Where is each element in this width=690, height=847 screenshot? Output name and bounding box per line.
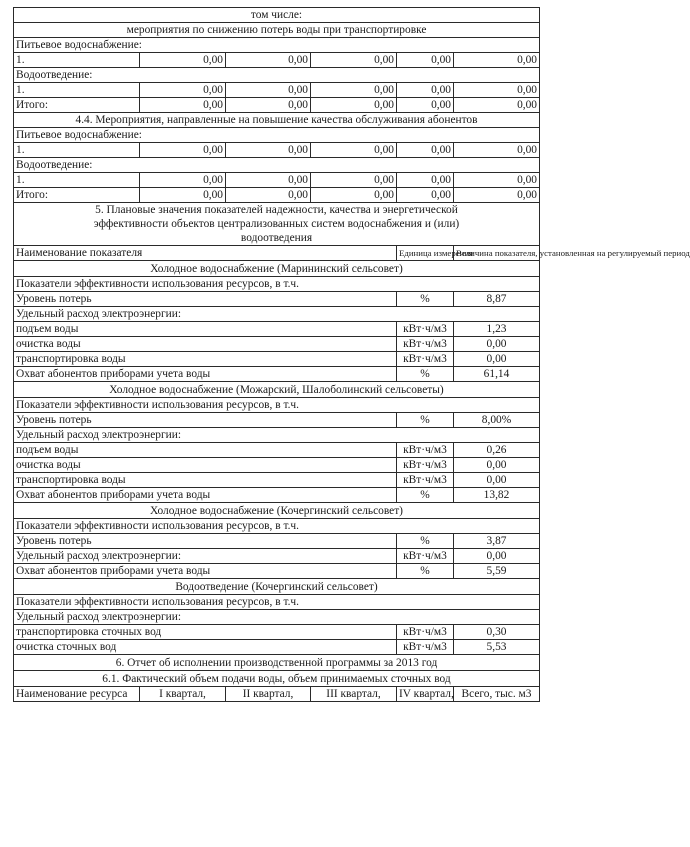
- row-number: 1.: [14, 83, 140, 98]
- value-cell: 13,82: [454, 488, 540, 503]
- section6-title: 6. Отчет об исполнении производственной программы за 2013 год: [14, 655, 540, 671]
- value-cell: 3,87: [454, 534, 540, 549]
- column-header-name: Наименование показателя: [14, 246, 397, 261]
- group-row: [14, 428, 540, 443]
- table-row: [14, 640, 540, 655]
- value-cell: 0,00: [454, 337, 540, 352]
- value-cell: 0,00: [140, 143, 226, 158]
- value-cell: 0,00: [140, 98, 226, 113]
- value-cell: 0,00: [454, 458, 540, 473]
- group-row: [14, 519, 540, 534]
- value-cell: 0,00: [454, 53, 540, 68]
- section-row: [14, 113, 540, 128]
- indicator-name: транспортировка воды: [14, 352, 397, 367]
- section-row: [14, 203, 540, 218]
- unit-cell: кВт·ч/м3: [397, 443, 454, 458]
- unit-cell: кВт·ч/м3: [397, 337, 454, 352]
- value-cell: 0,00: [226, 143, 311, 158]
- unit-cell: кВт·ч/м3: [397, 352, 454, 367]
- section-row: [14, 217, 540, 231]
- column-header-q2: II квартал,: [226, 687, 311, 702]
- group-label: Водоотведение:: [14, 158, 540, 173]
- table-row: [14, 488, 540, 503]
- value-cell: 0,00: [311, 173, 397, 188]
- value-cell: 0,00: [226, 98, 311, 113]
- group-row: [14, 68, 540, 83]
- group-row: [14, 398, 540, 413]
- value-cell: 0,26: [454, 443, 540, 458]
- section5-title-line3: водоотведения: [14, 231, 540, 246]
- section-title: 4.4. Мероприятия, направленные на повышение качества обслуживания абонентов: [14, 113, 540, 128]
- value-cell: 0,00: [311, 83, 397, 98]
- group-row: [14, 128, 540, 143]
- group-label: Питьевое водоснабжение:: [14, 128, 540, 143]
- group-row: [14, 277, 540, 292]
- section5-title-line1: 5. Плановые значения показателей надежности, качества и энергетической: [14, 203, 540, 218]
- value-cell: 8,00%: [454, 413, 540, 428]
- value-cell: 0,00: [140, 83, 226, 98]
- table-row: [14, 473, 540, 488]
- table-row: [14, 143, 540, 158]
- column-header-unit: Единица измерения: [397, 246, 454, 261]
- value-cell: 0,00: [454, 352, 540, 367]
- group-row: [14, 595, 540, 610]
- value-cell: 0,00: [226, 53, 311, 68]
- table-row: [14, 413, 540, 428]
- row-number: 1.: [14, 143, 140, 158]
- value-cell: 0,00: [226, 188, 311, 203]
- indicator-name: Уровень потерь: [14, 534, 397, 549]
- block-title: Холодное водоснабжение (Марининский сельсовет): [14, 261, 540, 277]
- section-row: [14, 382, 540, 398]
- value-cell: 0,00: [454, 83, 540, 98]
- section-row: [14, 231, 540, 246]
- value-cell: 0,00: [454, 549, 540, 564]
- group-label: Удельный расход электроэнергии:: [14, 428, 540, 443]
- table-row: [14, 53, 540, 68]
- group-label: Показатели эффективности использования ресурсов, в т.ч.: [14, 277, 540, 292]
- unit-cell: %: [397, 564, 454, 579]
- unit-cell: %: [397, 413, 454, 428]
- row-number: 1.: [14, 53, 140, 68]
- indicator-name: Уровень потерь: [14, 413, 397, 428]
- cell: том числе:: [14, 8, 540, 23]
- table-row: [14, 188, 540, 203]
- program-table: [13, 7, 690, 702]
- unit-cell: кВт·ч/м3: [397, 549, 454, 564]
- indicator-name: Уровень потерь: [14, 292, 397, 307]
- section5-title-line2: эффективности объектов централизованных систем водоснабжения и (или): [14, 217, 540, 231]
- unit-cell: кВт·ч/м3: [397, 640, 454, 655]
- value-cell: 0,00: [397, 173, 454, 188]
- unit-cell: %: [397, 534, 454, 549]
- row-number: 1.: [14, 173, 140, 188]
- group-row: [14, 38, 540, 53]
- group-label: Питьевое водоснабжение:: [14, 38, 540, 53]
- value-cell: 0,00: [454, 188, 540, 203]
- column-header-q1: I квартал,: [140, 687, 226, 702]
- group-label: Показатели эффективности использования ресурсов, в т.ч.: [14, 595, 540, 610]
- unit-cell: %: [397, 488, 454, 503]
- column-header-value: Величина показателя, установленная на регулируемый период: [454, 246, 540, 261]
- value-cell: 0,00: [140, 53, 226, 68]
- group-row: [14, 610, 540, 625]
- header-row: [14, 246, 540, 261]
- value-cell: 0,00: [311, 53, 397, 68]
- indicator-name: Охват абонентов приборами учета воды: [14, 564, 397, 579]
- value-cell: 0,00: [397, 143, 454, 158]
- section-row: [14, 671, 540, 687]
- unit-cell: кВт·ч/м3: [397, 322, 454, 337]
- table-row: [14, 549, 540, 564]
- table-row: [14, 534, 540, 549]
- unit-cell: %: [397, 367, 454, 382]
- table-row: [14, 367, 540, 382]
- section-row: [14, 261, 540, 277]
- unit-cell: кВт·ч/м3: [397, 625, 454, 640]
- table-row: [14, 173, 540, 188]
- table-row: [14, 458, 540, 473]
- group-label: Удельный расход электроэнергии:: [14, 307, 540, 322]
- section-row: [14, 655, 540, 671]
- text-row: [14, 8, 540, 23]
- value-cell: 0,00: [454, 173, 540, 188]
- block-title: Холодное водоснабжение (Можарский, Шалоболинский сельсоветы): [14, 382, 540, 398]
- value-cell: 1,23: [454, 322, 540, 337]
- table-row: [14, 352, 540, 367]
- value-cell: 0,00: [397, 83, 454, 98]
- value-cell: 0,00: [454, 473, 540, 488]
- value-cell: 0,00: [397, 53, 454, 68]
- indicator-name: транспортировка воды: [14, 473, 397, 488]
- block-title: Холодное водоснабжение (Кочергинский сельсовет): [14, 503, 540, 519]
- table-row: [14, 98, 540, 113]
- group-label: Показатели эффективности использования ресурсов, в т.ч.: [14, 398, 540, 413]
- group-row: [14, 158, 540, 173]
- column-header-q4: IV квартал,: [397, 687, 454, 702]
- value-cell: 0,00: [454, 98, 540, 113]
- column-header-resource: Наименование ресурса: [14, 687, 140, 702]
- table-row: [14, 443, 540, 458]
- value-cell: 0,00: [226, 173, 311, 188]
- value-cell: 5,53: [454, 640, 540, 655]
- table-row: [14, 564, 540, 579]
- value-cell: 61,14: [454, 367, 540, 382]
- value-cell: 0,00: [311, 188, 397, 203]
- table-row: [14, 322, 540, 337]
- value-cell: 0,00: [454, 143, 540, 158]
- indicator-name: Охват абонентов приборами учета воды: [14, 488, 397, 503]
- table-row: [14, 625, 540, 640]
- group-label: Водоотведение:: [14, 68, 540, 83]
- indicator-name: очистка воды: [14, 337, 397, 352]
- section-row: [14, 579, 540, 595]
- unit-cell: кВт·ч/м3: [397, 458, 454, 473]
- indicator-name: очистка сточных вод: [14, 640, 397, 655]
- indicator-name: очистка воды: [14, 458, 397, 473]
- unit-cell: кВт·ч/м3: [397, 473, 454, 488]
- value-cell: 0,00: [226, 83, 311, 98]
- indicator-name: подъем воды: [14, 443, 397, 458]
- group-label: Удельный расход электроэнергии:: [14, 610, 540, 625]
- value-cell: 0,00: [311, 143, 397, 158]
- column-header-q3: III квартал,: [311, 687, 397, 702]
- section-row: [14, 503, 540, 519]
- value-cell: 0,00: [397, 98, 454, 113]
- header-row: [14, 687, 540, 702]
- section-row: [14, 23, 540, 38]
- value-cell: 0,30: [454, 625, 540, 640]
- table-row: [14, 337, 540, 352]
- table-row: [14, 292, 540, 307]
- value-cell: 0,00: [311, 98, 397, 113]
- indicator-name: транспортировка сточных вод: [14, 625, 397, 640]
- table-row: [14, 83, 540, 98]
- section-title: мероприятия по снижению потерь воды при транспортировке: [14, 23, 540, 38]
- indicator-name: Удельный расход электроэнергии:: [14, 549, 397, 564]
- block-title: Водоотведение (Кочергинский сельсовет): [14, 579, 540, 595]
- total-label: Итого:: [14, 188, 140, 203]
- indicator-name: Охват абонентов приборами учета воды: [14, 367, 397, 382]
- value-cell: 5,59: [454, 564, 540, 579]
- group-row: [14, 307, 540, 322]
- group-label: Показатели эффективности использования ресурсов, в т.ч.: [14, 519, 540, 534]
- indicator-name: подъем воды: [14, 322, 397, 337]
- value-cell: 0,00: [140, 173, 226, 188]
- unit-cell: %: [397, 292, 454, 307]
- total-label: Итого:: [14, 98, 140, 113]
- column-header-total: Всего, тыс. м3: [454, 687, 540, 702]
- value-cell: 0,00: [140, 188, 226, 203]
- section6-subtitle: 6.1. Фактический объем подачи воды, объем принимаемых сточных вод: [14, 671, 540, 687]
- value-cell: 0,00: [397, 188, 454, 203]
- value-cell: 8,87: [454, 292, 540, 307]
